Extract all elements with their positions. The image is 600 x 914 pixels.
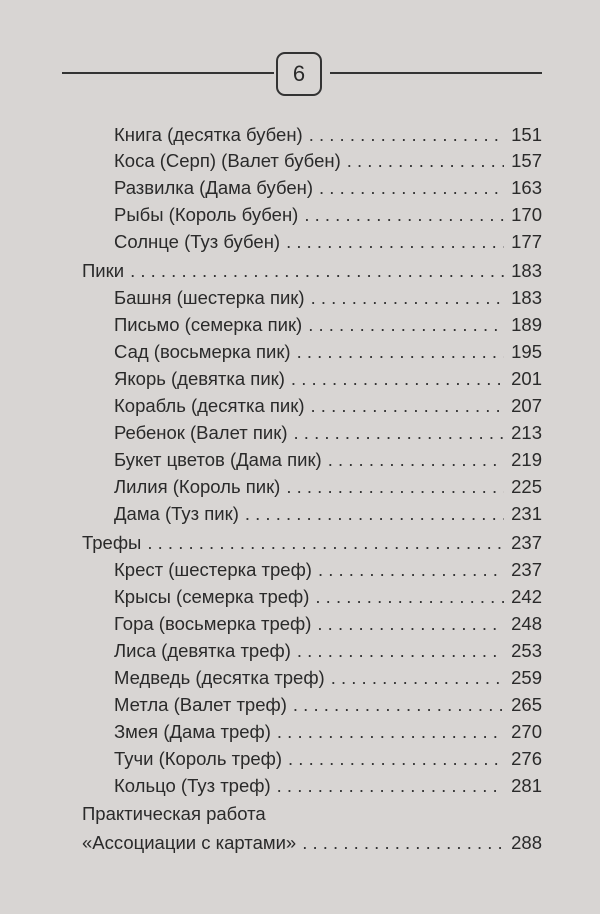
toc-entry-page: 248	[511, 613, 542, 634]
toc-entry-page: 219	[511, 449, 542, 470]
toc-entry-page: 276	[511, 748, 542, 769]
dot-leader	[304, 202, 504, 228]
toc-entry-title: Трефы	[82, 532, 142, 553]
toc-entry	[114, 638, 542, 664]
dot-leader	[245, 501, 504, 527]
dot-leader	[291, 366, 504, 392]
toc-entry-title: Рыбы (Король бубен)	[114, 204, 299, 225]
dot-leader	[302, 830, 504, 856]
toc-entry-title: Тучи (Король треф)	[114, 748, 283, 769]
toc-entry-title: Пики	[82, 260, 125, 281]
toc-entry	[114, 474, 542, 500]
toc-entry-title: Медведь (десятка треф)	[114, 667, 325, 688]
toc-entry-title: Практическая работа	[82, 803, 266, 824]
toc-entry-page: 225	[511, 476, 542, 497]
header-rule-right	[330, 72, 542, 74]
toc-entry-page: 157	[511, 150, 542, 171]
toc-entry-title: Ребенок (Валет пик)	[114, 422, 288, 443]
toc-entry-page: 253	[511, 640, 542, 661]
toc-entry-page: 237	[511, 559, 542, 580]
dot-leader	[328, 447, 504, 473]
toc-entry-page: 259	[511, 667, 542, 688]
toc-entry-title: Метла (Валет треф)	[114, 694, 287, 715]
dot-leader	[311, 393, 504, 419]
toc-entry	[114, 773, 542, 799]
toc-entry	[114, 420, 542, 446]
toc-entry-title: Букет цветов (Дама пик)	[114, 449, 322, 470]
dot-leader	[286, 229, 504, 255]
toc-entry-title: Лилия (Король пик)	[114, 476, 281, 497]
toc-entry-page: 265	[511, 694, 542, 715]
dot-leader	[318, 557, 504, 583]
toc-entry	[114, 229, 542, 255]
toc-entry-page: 213	[511, 422, 542, 443]
toc-entry	[114, 339, 542, 365]
toc-entry	[114, 746, 542, 772]
toc-entry	[114, 557, 542, 583]
dot-leader	[294, 420, 504, 446]
toc-entry-page: 242	[511, 586, 542, 607]
toc-entry-page: 151	[511, 124, 542, 145]
dot-leader	[147, 530, 504, 556]
dot-leader	[311, 285, 504, 311]
toc-entry	[114, 692, 542, 718]
toc-entry	[114, 312, 542, 338]
toc-entry-title: Солнце (Туз бубен)	[114, 231, 281, 252]
toc-entry	[114, 501, 542, 527]
toc-entry-page: 270	[511, 721, 542, 742]
toc-entry-page: 237	[511, 532, 542, 553]
toc-entry-title: Змея (Дама треф)	[114, 721, 271, 742]
toc-entry-practical	[82, 830, 542, 856]
toc-entry-title: Якорь (девятка пик)	[114, 368, 285, 389]
toc-entry	[114, 719, 542, 745]
dot-leader	[297, 339, 504, 365]
toc-entry-title: Крысы (семерка треф)	[114, 586, 310, 607]
dot-leader	[347, 148, 504, 174]
toc-entry	[82, 530, 542, 556]
toc-entry	[114, 285, 542, 311]
toc-entry-page: 207	[511, 395, 542, 416]
dot-leader	[286, 474, 504, 500]
toc-entry-title: Гора (восьмерка треф)	[114, 613, 312, 634]
toc-entry-title: Кольцо (Туз треф)	[114, 775, 271, 796]
toc-entry-page: 183	[511, 260, 542, 281]
dot-leader	[130, 258, 504, 284]
toc-entry-page: 163	[511, 177, 542, 198]
toc-entry-page: 281	[511, 775, 542, 796]
dot-leader	[331, 665, 504, 691]
toc-entry	[114, 202, 542, 228]
toc-entry-page: 195	[511, 341, 542, 362]
dot-leader	[317, 611, 504, 637]
dot-leader	[297, 638, 504, 664]
toc-entry	[114, 665, 542, 691]
toc-entry	[114, 366, 542, 392]
dot-leader	[277, 719, 504, 745]
toc-entry	[114, 447, 542, 473]
dot-leader	[315, 584, 504, 610]
toc-entry-title: Башня (шестерка пик)	[114, 287, 305, 308]
toc-entry-page: 201	[511, 368, 542, 389]
toc-entry-page: 189	[511, 314, 542, 335]
header-rule-left	[62, 72, 274, 74]
toc-entry-title: Лиса (девятка треф)	[114, 640, 291, 661]
toc-entry	[114, 611, 542, 637]
dot-leader	[293, 692, 504, 718]
dot-leader	[308, 312, 504, 338]
toc-entry	[114, 175, 542, 201]
toc-entry-title: Письмо (семерка пик)	[114, 314, 303, 335]
toc-entry-title: Развилка (Дама бубен)	[114, 177, 314, 198]
dot-leader	[309, 122, 504, 148]
toc-entry-title: Дама (Туз пик)	[114, 503, 239, 524]
toc-entry	[114, 122, 542, 148]
toc-entry-title: Сад (восьмерка пик)	[114, 341, 291, 362]
toc-entry-title: Крест (шестерка треф)	[114, 559, 312, 580]
toc-entry-title: Коса (Серп) (Валет бубен)	[114, 150, 341, 171]
dot-leader	[277, 773, 504, 799]
dot-leader	[288, 746, 504, 772]
toc-entry-title: Корабль (десятка пик)	[114, 395, 305, 416]
toc-entry	[114, 148, 542, 174]
toc-entry-page: 231	[511, 503, 542, 524]
toc-entry-practical-line1	[82, 801, 542, 827]
toc-entry-title: Книга (десятка бубен)	[114, 124, 303, 145]
toc-entry-page: 288	[511, 832, 542, 853]
toc-entry	[114, 393, 542, 419]
dot-leader	[319, 175, 504, 201]
toc-entry-title: «Ассоциации с картами»	[82, 832, 297, 853]
toc-entry	[82, 258, 542, 284]
toc-entry	[114, 584, 542, 610]
toc-entry-page: 183	[511, 287, 542, 308]
toc-entry-page: 170	[511, 204, 542, 225]
toc-entry-page: 177	[511, 231, 542, 252]
page-number: 6	[276, 52, 322, 96]
